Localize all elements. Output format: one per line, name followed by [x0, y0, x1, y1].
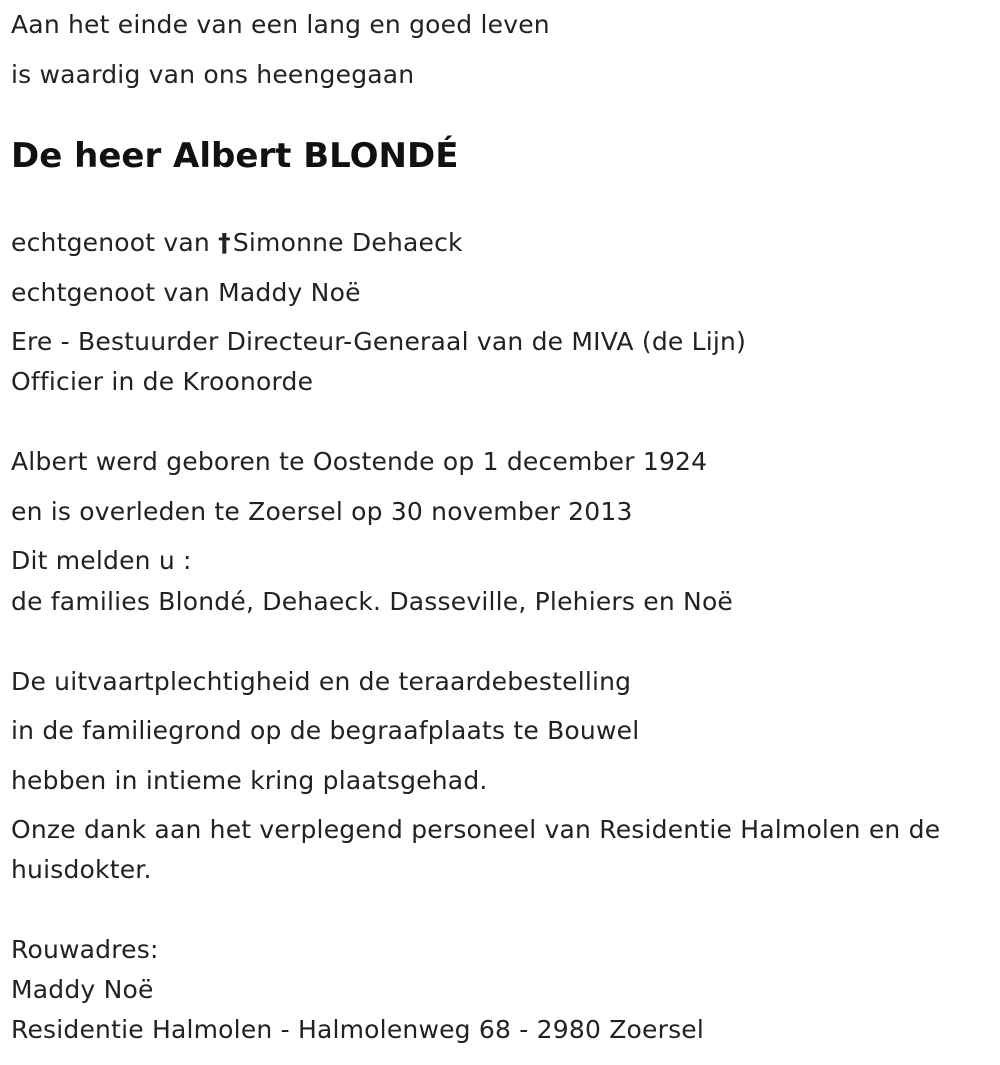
funeral-line-2: in de familiegrond op de begraafplaats te Bouwel: [11, 716, 640, 745]
honorary-title-1: Ere - Bestuurder Directeur-Generaal van de MIVA (de Lijn): [11, 327, 747, 356]
spouse-1-line: [11, 228, 463, 258]
spouse-1-name: Simonne Dehaeck: [232, 228, 463, 257]
funeral-line-3: hebben in intieme kring plaatsgehad.: [11, 766, 488, 795]
deceased-name: De heer Albert BLONDÉ: [11, 136, 459, 176]
spouse-1-prefix: echtgenoot van: [11, 228, 210, 257]
thanks-line-1: Onze dank aan het verplegend personeel van Residentie Halmolen en de: [11, 815, 941, 844]
thanks-line-2: huisdokter.: [11, 855, 152, 884]
funeral-line-1: De uitvaartplechtigheid en de teraardebestelling: [11, 667, 632, 696]
death-line: en is overleden te Zoersel op 30 november 2013: [11, 497, 633, 526]
spouse-2-line: echtgenoot van Maddy Noë: [11, 278, 361, 307]
intro-line-1: Aan het einde van een lang en goed leven: [11, 10, 550, 39]
birth-line: Albert werd geboren te Oostende op 1 december 1924: [11, 447, 708, 476]
address-label: Rouwadres:: [11, 935, 159, 964]
honorary-title-2: Officier in de Kroonorde: [11, 367, 314, 396]
announce-line: Dit melden u :: [11, 546, 192, 575]
address-name: Maddy Noë: [11, 975, 154, 1004]
families-line: de families Blondé, Dehaeck. Dasseville, Plehiers en Noë: [11, 587, 734, 616]
intro-line-2: is waardig van ons heengegaan: [11, 60, 415, 89]
cross-icon: †: [218, 228, 231, 257]
address-street: Residentie Halmolen - Halmolenweg 68 - 2980 Zoersel: [11, 1015, 705, 1044]
